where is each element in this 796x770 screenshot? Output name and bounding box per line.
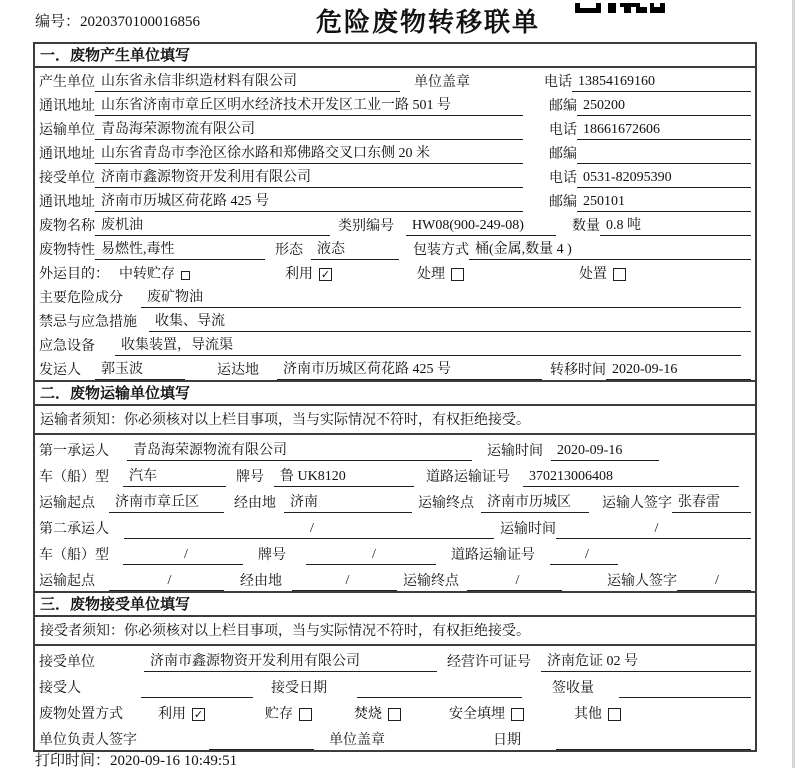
carrier-signature1-value: 张春雷 xyxy=(672,493,751,513)
section3-header: 三．废物接受单位填写 xyxy=(35,591,755,617)
transfer-date-value: 2020-09-16 xyxy=(606,360,751,380)
serial-number: 2020370100016856 xyxy=(80,14,201,30)
accepting-unit-label: 接受单位 xyxy=(39,655,95,670)
purpose-utilize-checkbox: ✓ xyxy=(320,268,331,281)
generator-phone-value: 13854169160 xyxy=(572,72,751,92)
receiver-phone-label: 电话 xyxy=(549,171,577,186)
disposal-method-label: 废物处置方式 xyxy=(39,707,123,722)
contraindication-value: 收集、导流 xyxy=(149,312,751,332)
disposal-landfill-checkbox xyxy=(511,708,524,721)
contraindication-row xyxy=(35,308,755,332)
via1-value: 济南 xyxy=(284,493,412,513)
receiver-notice: 接受者须知：你必须核对以上栏目事项，当与实际情况不符时，有权拒绝接受。 xyxy=(35,617,755,646)
print-time-value: 2020-09-16 10:49:51 xyxy=(110,753,238,769)
transporter-unit-value: 青岛海荣源物流有限公司 xyxy=(95,120,523,140)
transport-time2-label: 运输时间 xyxy=(500,522,556,537)
serial-label: 编号： xyxy=(35,14,81,30)
qr-code-fragment-icon xyxy=(575,0,665,10)
transfer-purpose-row xyxy=(35,260,755,284)
receiver-zip-value: 250101 xyxy=(577,192,751,212)
contraindication-label: 禁忌与应急措施 xyxy=(39,315,137,330)
waste-property-value: 易燃性,毒性 xyxy=(95,240,265,260)
first-carrier-label: 第一承运人 xyxy=(39,444,109,459)
packaging-value: 桶(金属,数量 4 ) xyxy=(469,240,751,260)
unit-seal-label: 单位盖章 xyxy=(414,75,470,90)
transporter-unit-row xyxy=(35,116,755,140)
waste-property-row xyxy=(35,236,755,260)
origin1-label: 运输起点 xyxy=(39,496,95,511)
hazard-component-label: 主要危险成分 xyxy=(39,291,123,306)
origin1-value: 济南市章丘区 xyxy=(109,493,224,513)
responsible-signature-label: 单位负责人签字 xyxy=(39,733,137,748)
generator-unit-row xyxy=(35,68,755,92)
plate-number2-label: 牌号 xyxy=(258,548,286,563)
generator-zip-label: 邮编 xyxy=(549,99,577,114)
quantity-label: 数量 xyxy=(572,219,600,234)
form-state-value: 液态 xyxy=(311,240,399,260)
page-edge xyxy=(792,0,795,768)
second-carrier-value: / xyxy=(124,519,494,539)
generator-address-value: 山东省济南市章丘区明水经济技术开发区工业一路 501 号 xyxy=(95,96,523,116)
disposal-storage-checkbox xyxy=(299,708,312,721)
transfer-form-table xyxy=(33,42,757,752)
waste-name-label: 废物名称 xyxy=(39,219,95,234)
emergency-equipment-row xyxy=(35,332,755,356)
acceptor-label: 接受人 xyxy=(39,681,81,696)
purpose-treat-label: 处理 xyxy=(417,267,445,282)
section2-header: 二．废物运输单位填写 xyxy=(35,380,755,406)
category-code-label: 类别编号 xyxy=(338,219,394,234)
disposal-storage-label: 贮存 xyxy=(265,707,293,722)
road-permit2-value: / xyxy=(550,545,618,565)
receiver-address-value: 济南市历城区荷花路 425 号 xyxy=(95,192,523,212)
transport-time2-value: / xyxy=(556,519,751,539)
vehicle-type2-label: 车（船）型 xyxy=(39,548,109,563)
license-number-label: 经营许可证号 xyxy=(447,655,531,670)
generator-address-label: 通讯地址 xyxy=(39,99,95,114)
responsible-signature-row xyxy=(35,724,755,750)
accepting-unit-value: 济南市鑫源物资开发利用有限公司 xyxy=(144,652,437,672)
carrier-signature1-label: 运输人签字 xyxy=(602,496,672,511)
destination-value: 济南市历城区荷花路 425 号 xyxy=(277,360,542,380)
vehicle-type1-value: 汽车 xyxy=(123,467,226,487)
purpose-transit-storage-label: 中转贮存 xyxy=(119,267,175,282)
vehicle-type1-label: 车（船）型 xyxy=(39,470,109,485)
packaging-label: 包装方式 xyxy=(413,243,469,258)
sign-date-label: 日期 xyxy=(493,733,521,748)
disposal-utilize-checkbox: ✓ xyxy=(193,708,204,721)
first-carrier-value: 青岛海荣源物流有限公司 xyxy=(127,441,472,461)
destination-label: 运达地 xyxy=(217,363,259,378)
carrier-signature2-label: 运输人签字 xyxy=(607,574,677,589)
transporter-unit-label: 运输单位 xyxy=(39,123,95,138)
hazard-component-row xyxy=(35,284,755,308)
acceptor-row xyxy=(35,672,755,698)
receiver-address-label: 通讯地址 xyxy=(39,195,95,210)
transporter-address-row xyxy=(35,140,755,164)
generator-address-row xyxy=(35,92,755,116)
road-permit1-label: 道路运输证号 xyxy=(426,470,510,485)
disposal-other-label: 其他 xyxy=(574,707,602,722)
disposal-incinerate-label: 焚烧 xyxy=(354,707,382,722)
transporter-phone-label: 电话 xyxy=(549,123,577,138)
transporter-zip-value xyxy=(577,163,751,164)
emergency-equipment-label: 应急设备 xyxy=(39,339,95,354)
route1-row xyxy=(35,487,755,513)
print-time-label: 打印时间： xyxy=(35,753,111,769)
plate-number1-label: 牌号 xyxy=(236,470,264,485)
form-state-label: 形态 xyxy=(275,243,303,258)
generator-unit-label: 产生单位 xyxy=(39,75,95,90)
generator-zip-value: 250200 xyxy=(577,96,751,116)
generator-unit-value: 山东省永信非织造材料有限公司 xyxy=(95,72,400,92)
receiver-unit-label: 接受单位 xyxy=(39,171,95,186)
disposal-other-checkbox xyxy=(608,708,621,721)
accept-date-label: 接受日期 xyxy=(271,681,327,696)
vehicle-type1-row xyxy=(35,461,755,487)
emergency-equipment-value: 收集装置，导流渠 xyxy=(115,336,741,356)
disposal-utilize-label: 利用 xyxy=(158,707,186,722)
quantity-value: 0.8 吨 xyxy=(600,216,751,236)
road-permit1-value: 370213006408 xyxy=(523,467,739,487)
waste-property-label: 废物特性 xyxy=(39,243,95,258)
transport-time1-label: 运输时间 xyxy=(487,444,543,459)
transporter-address-value: 山东省青岛市李沧区徐水路和郑佛路交叉口东侧 20 米 xyxy=(95,144,523,164)
receiver-zip-label: 邮编 xyxy=(549,195,577,210)
purpose-dispose-checkbox xyxy=(613,268,626,281)
print-time-line xyxy=(35,749,237,770)
origin2-value: / xyxy=(109,571,224,591)
receiver-phone-value: 0531-82095390 xyxy=(577,168,751,188)
license-number-value: 济南危证 02 号 xyxy=(541,652,751,672)
generator-phone-label: 电话 xyxy=(544,75,572,90)
received-amount-label: 签收量 xyxy=(552,681,594,696)
sign-date-value xyxy=(556,749,751,750)
accepting-unit-row xyxy=(35,646,755,672)
transporter-phone-value: 18661672606 xyxy=(577,120,751,140)
transfer-purpose-label: 外运目的： xyxy=(39,267,109,282)
transporter-address-label: 通讯地址 xyxy=(39,147,95,162)
receiver-unit-row xyxy=(35,164,755,188)
hazard-component-value: 废矿物油 xyxy=(141,288,741,308)
disposal-landfill-label: 安全填埋 xyxy=(449,707,505,722)
receiver-unit-value: 济南市鑫源物资开发利用有限公司 xyxy=(95,168,523,188)
purpose-transit-storage-checkbox xyxy=(181,271,190,280)
disposal-incinerate-checkbox xyxy=(388,708,401,721)
waste-name-row xyxy=(35,212,755,236)
first-carrier-row xyxy=(35,435,755,461)
plate-number2-value: / xyxy=(306,545,436,565)
endpoint1-value: 济南市历城区 xyxy=(481,493,589,513)
endpoint2-value: / xyxy=(467,571,562,591)
vehicle-type2-value: / xyxy=(123,545,243,565)
purpose-dispose-label: 处置 xyxy=(579,267,607,282)
endpoint2-label: 运输终点 xyxy=(403,574,459,589)
via2-label: 经由地 xyxy=(240,574,282,589)
shipper-row xyxy=(35,356,755,380)
transporter-zip-label: 邮编 xyxy=(549,147,577,162)
transporter-notice: 运输者须知：你必须核对以上栏目事项，当与实际情况不符时，有权拒绝接受。 xyxy=(35,406,755,435)
plate-number1-value: 鲁 UK8120 xyxy=(274,467,414,487)
second-carrier-label: 第二承运人 xyxy=(39,522,109,537)
shipper-value: 郭玉波 xyxy=(95,360,185,380)
via2-value: / xyxy=(292,571,397,591)
via1-label: 经由地 xyxy=(234,496,276,511)
page-title: 危险废物转移联单 xyxy=(315,8,540,37)
receiver-address-row xyxy=(35,188,755,212)
category-code-value: HW08(900-249-08) xyxy=(406,216,556,236)
received-amount-value xyxy=(619,697,751,698)
route2-row xyxy=(35,565,755,591)
endpoint1-label: 运输终点 xyxy=(418,496,474,511)
shipper-label: 发运人 xyxy=(39,363,81,378)
carrier-signature2-value: / xyxy=(677,571,751,591)
purpose-utilize-label: 利用 xyxy=(285,267,313,282)
vehicle-type2-row xyxy=(35,539,755,565)
transfer-date-label: 转移时间 xyxy=(550,363,606,378)
second-carrier-row xyxy=(35,513,755,539)
section1-header: 一．废物产生单位填写 xyxy=(35,44,755,68)
transport-time1-value: 2020-09-16 xyxy=(551,441,659,461)
origin2-label: 运输起点 xyxy=(39,574,95,589)
waste-name-value: 废机油 xyxy=(95,216,330,236)
road-permit2-label: 道路运输证号 xyxy=(451,548,535,563)
accept-date-value xyxy=(357,697,522,698)
disposal-method-row xyxy=(35,698,755,724)
purpose-treat-checkbox xyxy=(451,268,464,281)
acceptor-value xyxy=(141,697,253,698)
unit-seal2-label: 单位盖章 xyxy=(329,733,385,748)
